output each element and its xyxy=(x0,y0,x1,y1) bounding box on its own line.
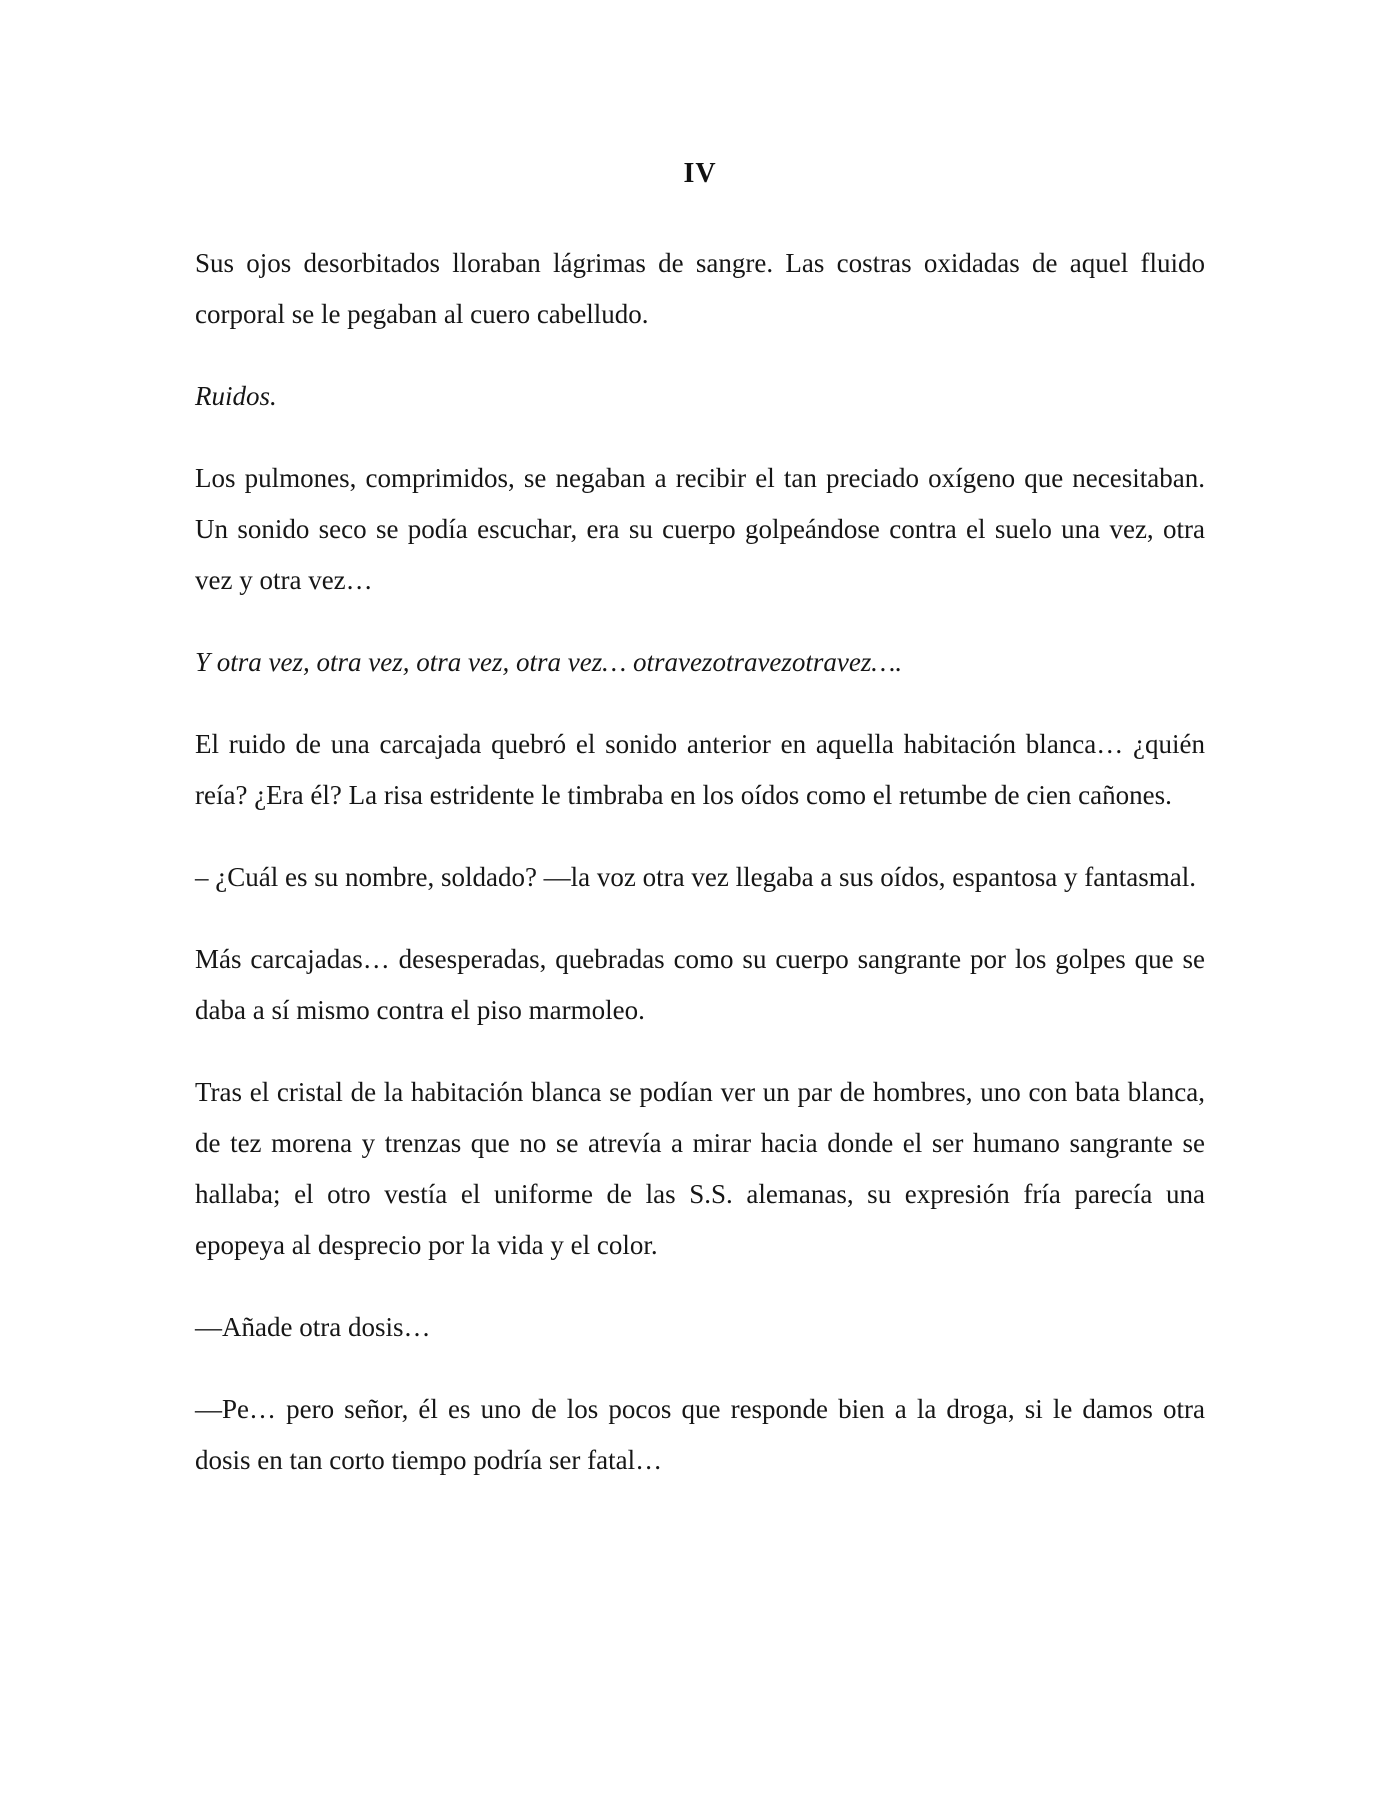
paragraph-italic: Ruidos. xyxy=(195,381,277,411)
chapter-heading: IV xyxy=(683,158,717,189)
dialogue-paragraph: —Añade otra dosis… xyxy=(195,1312,431,1342)
dialogue-paragraph: – ¿Cuál es su nombre, soldado? —la voz otra vez llegaba a sus oídos, espantosa y fantasmal. xyxy=(195,862,1196,892)
dialogue-paragraph: —Pe… pero señor, él es uno de los pocos que responde bien a la droga, si le damos otra dosis en tan corto tiempo podría ser fatal… xyxy=(195,1394,1205,1475)
paragraph: Sus ojos desorbitados lloraban lágrimas de sangre. Las costras oxidadas de aquel fluido corporal se le pegaban al cuero cabelludo. xyxy=(195,248,1205,329)
paragraph: Más carcajadas… desesperadas, quebradas como su cuerpo sangrante por los golpes que se daba a sí mismo contra el piso marmoleo. xyxy=(195,944,1205,1025)
paragraph-italic: Y otra vez, otra vez, otra vez, otra vez… otravezotravezotravez…. xyxy=(195,647,903,677)
paragraph: Los pulmones, comprimidos, se negaban a recibir el tan preciado oxígeno que necesitaban. Un sonido seco se podía escuchar, era su cuerpo golpeándose contra el suelo una vez, otra vez y otra vez… xyxy=(195,463,1205,595)
paragraph: Tras el cristal de la habitación blanca se podían ver un par de hombres, uno con bata blanca, de tez morena y trenzas que no se atrevía a mirar hacia donde el ser humano sangrante se hallaba; el otro vestía el uniforme de las S.S. alemanas, su expresión fría parecía una epopeya al desprecio por la vida y el color. xyxy=(195,1077,1205,1260)
body-text xyxy=(195,238,1205,1486)
paragraph: El ruido de una carcajada quebró el sonido anterior en aquella habitación blanca… ¿quién reía? ¿Era él? La risa estridente le timbraba en los oídos como el retumbe de cien cañones. xyxy=(195,729,1205,810)
